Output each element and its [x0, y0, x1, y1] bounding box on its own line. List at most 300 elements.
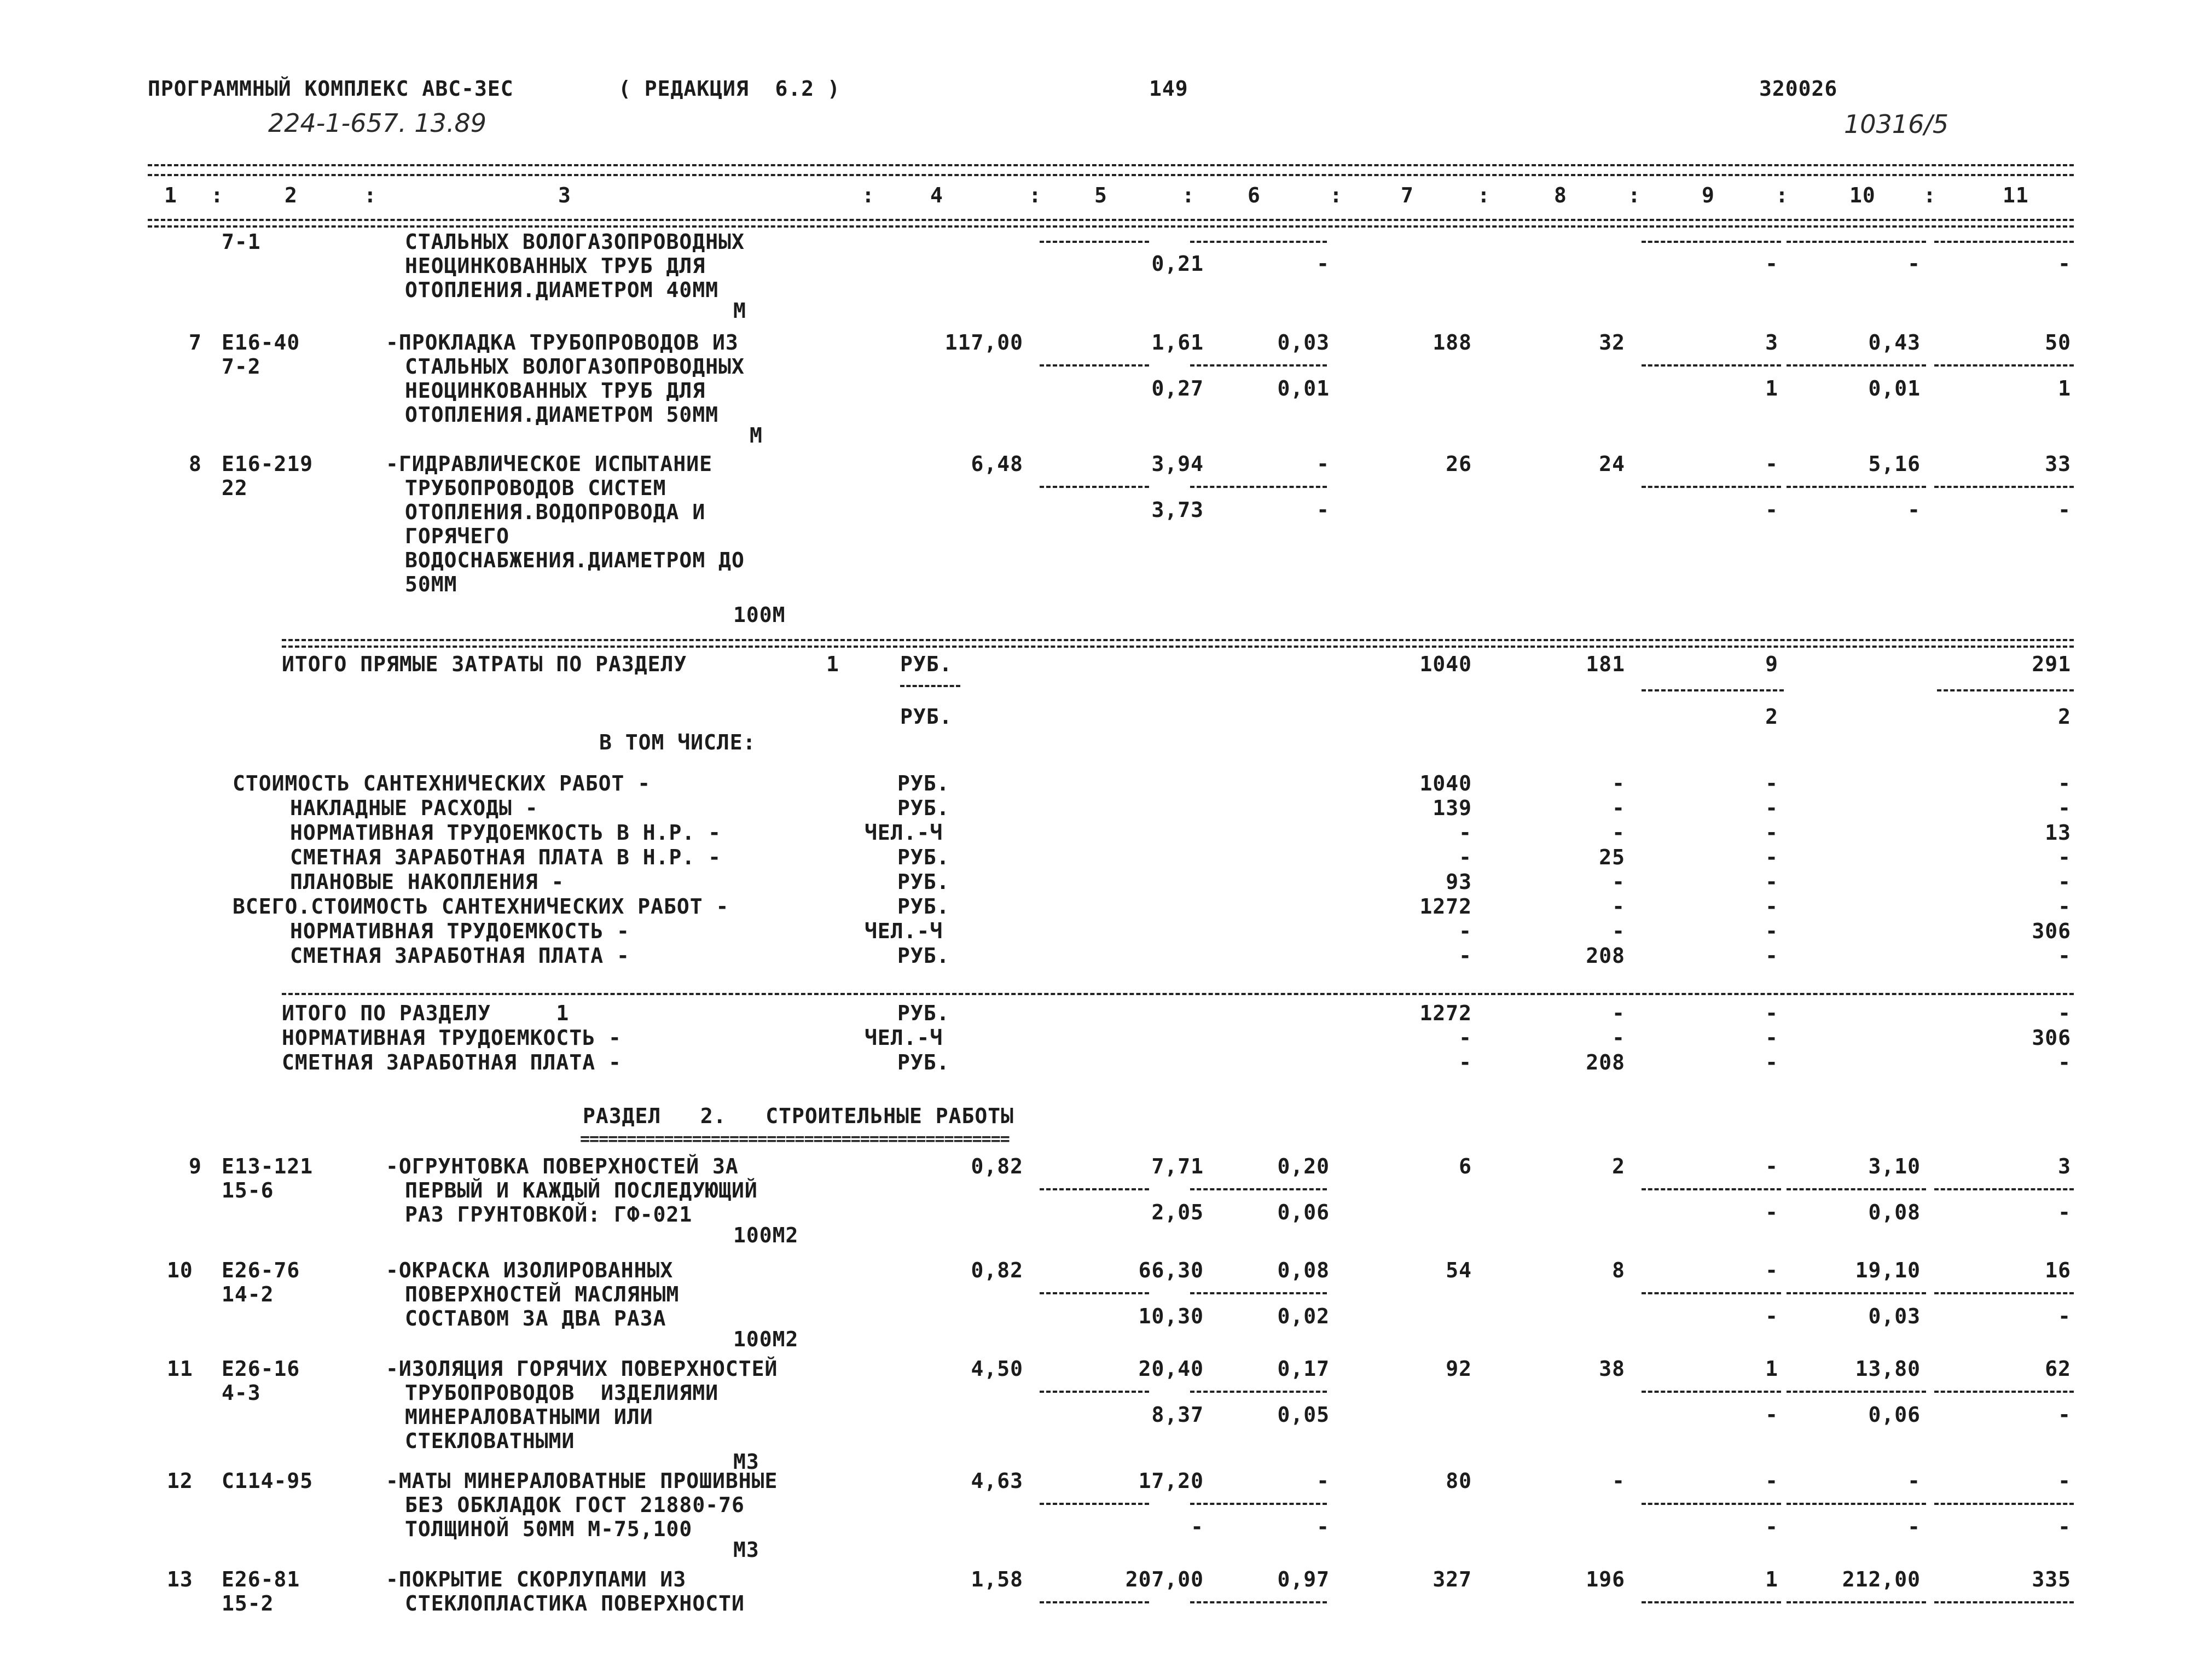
work-code: Е16-40 [222, 330, 300, 354]
column-header-5: 5 [1094, 183, 1107, 207]
row-sub-c5: 3,73 [1151, 498, 1204, 522]
description-line: НЕОЦИНКОВАННЫХ ТРУБ ДЛЯ [405, 379, 706, 403]
totals-col11-rule [1937, 689, 2074, 691]
row-sub-c11: - [2058, 1200, 2071, 1224]
fraction-rule-col11 [1934, 364, 2074, 367]
work-code-sub: 7-1 [222, 230, 261, 254]
fraction-rule-col6 [1190, 1503, 1327, 1505]
description-line: -ИЗОЛЯЦИЯ ГОРЯЧИХ ПОВЕРХНОСТЕЙ [386, 1357, 778, 1381]
row-sub-c6: 0,02 [1277, 1304, 1330, 1328]
row-c9: 1 [1765, 1357, 1778, 1381]
row-c8: 8 [1612, 1258, 1625, 1282]
work-code: Е26-76 [222, 1258, 300, 1282]
breakdown-col7: - [1459, 919, 1472, 943]
row-sub-c5: 0,21 [1151, 252, 1204, 276]
breakdown-label: НОРМАТИВНАЯ ТРУДОЕМКОСТЬ В Н.Р. - [290, 821, 721, 845]
program-name: ПРОГРАММНЫЙ КОМПЛЕКС АВС-3ЕС [148, 77, 514, 101]
row-sub-c5: 8,37 [1151, 1403, 1204, 1427]
unit-of-measure: М3 [733, 1450, 759, 1474]
unit-of-measure: М3 [733, 1538, 759, 1562]
fraction-rule-col9 [1642, 364, 1781, 367]
description-line: -МАТЫ МИНЕРАЛОВАТНЫЕ ПРОШИВНЫЕ [386, 1469, 778, 1493]
totals-col11-sub: 2 [2058, 705, 2071, 729]
row-sub-c11: - [2058, 1403, 2071, 1427]
row-c8: 196 [1586, 1567, 1625, 1591]
column-separator: : [1923, 183, 1936, 207]
row-sub-c9: - [1765, 1515, 1778, 1539]
fraction-rule-col5 [1040, 1601, 1149, 1603]
row-c5: 1,61 [1151, 330, 1204, 354]
unit-of-measure: 100М2 [733, 1327, 799, 1351]
section-total-col9: - [1765, 1050, 1778, 1074]
work-code: Е26-16 [222, 1357, 300, 1381]
totals-rule-2 [282, 646, 2074, 648]
row-sub-c11: - [2058, 252, 2071, 276]
work-code-sub: 15-2 [222, 1591, 274, 1615]
row-c9: - [1765, 1258, 1778, 1282]
fraction-rule-col9 [1642, 1188, 1781, 1190]
description-line: -ОКРАСКА ИЗОЛИРОВАННЫХ [386, 1258, 674, 1282]
row-c9: 1 [1765, 1567, 1778, 1591]
row-c10: 212,00 [1842, 1567, 1921, 1591]
totals-unit-fraction-rule [900, 685, 960, 687]
breakdown-col11: - [2058, 894, 2071, 919]
row-qty: 117,00 [944, 330, 1023, 354]
fraction-rule-col10 [1787, 364, 1926, 367]
description-line: ОТОПЛЕНИЯ.ВОДОПРОВОДА И [405, 500, 706, 524]
header-bottom-rule [148, 219, 2074, 221]
row-qty: 0,82 [971, 1258, 1023, 1282]
breakdown-col9: - [1765, 944, 1778, 968]
description-line: СТЕКЛОВАТНЫМИ [405, 1429, 575, 1453]
row-c10: 0,43 [1868, 330, 1921, 354]
column-header-1: 1 [164, 183, 177, 207]
column-separator: : [1477, 183, 1491, 207]
fraction-rule-col11 [1934, 1292, 2074, 1294]
row-sub-c6: - [1317, 498, 1330, 522]
row-c10: 5,16 [1868, 452, 1921, 476]
row-number: 12 [167, 1469, 193, 1493]
description-line: -ПРОКЛАДКА ТРУБОПРОВОДОВ ИЗ [386, 330, 739, 354]
totals-unit: РУБ. [900, 652, 953, 676]
row-c6: 0,97 [1277, 1567, 1330, 1591]
fraction-rule-col5 [1040, 1503, 1149, 1505]
fraction-rule-col11 [1934, 1601, 2074, 1603]
section-total-unit: РУБ. [897, 1001, 950, 1025]
table-top-rule [148, 164, 2074, 166]
row-c11: 335 [2032, 1567, 2071, 1591]
column-header-8: 8 [1554, 183, 1567, 207]
unit-of-measure: 100М2 [733, 1223, 799, 1247]
row-qty: 6,48 [971, 452, 1023, 476]
column-header-7: 7 [1401, 183, 1414, 207]
column-separator: : [1776, 183, 1789, 207]
row-c6: - [1317, 452, 1330, 476]
row-c11: 16 [2045, 1258, 2071, 1282]
row-c7: 327 [1433, 1567, 1472, 1591]
totals-title: ИТОГО ПРЯМЫЕ ЗАТРАТЫ ПО РАЗДЕЛУ [282, 652, 687, 676]
row-c5: 17,20 [1138, 1469, 1204, 1493]
row-c7: 26 [1446, 452, 1472, 476]
fraction-rule-col5 [1040, 1391, 1149, 1393]
row-c9: 3 [1765, 330, 1778, 354]
fraction-rule-col5 [1040, 1188, 1149, 1190]
work-code-sub: 4-3 [222, 1381, 261, 1405]
fraction-rule-col10 [1787, 1292, 1926, 1294]
fraction-rule-col5 [1040, 1292, 1149, 1294]
row-qty: 0,82 [971, 1154, 1023, 1178]
row-c5: 207,00 [1125, 1567, 1204, 1591]
row-sub-c10: 0,08 [1868, 1200, 1921, 1224]
section-total-unit: РУБ. [897, 1050, 950, 1074]
fraction-rule-col9 [1642, 1601, 1781, 1603]
row-sub-c9: - [1765, 252, 1778, 276]
column-header-11: 11 [2003, 183, 2029, 207]
row-number: 13 [167, 1567, 193, 1591]
fraction-rule-col11 [1934, 1391, 2074, 1393]
breakdown-col11: - [2058, 944, 2071, 968]
row-c9: - [1765, 1154, 1778, 1178]
section-total-col7: - [1459, 1026, 1472, 1050]
row-c11: - [2058, 1469, 2071, 1493]
breakdown-col9: - [1765, 894, 1778, 919]
fraction-rule-col6 [1190, 364, 1327, 367]
breakdown-col9: - [1765, 870, 1778, 894]
description-line: ТРУБОПРОВОДОВ СИСТЕМ [405, 476, 666, 500]
breakdown-label: НОРМАТИВНАЯ ТРУДОЕМКОСТЬ - [290, 919, 630, 943]
column-separator: : [1182, 183, 1195, 207]
work-code-sub: 15-6 [222, 1178, 274, 1202]
breakdown-col9: - [1765, 821, 1778, 845]
totals-col9-rule [1642, 689, 1784, 691]
unit-of-measure: М [750, 423, 763, 447]
description-line: НЕОЦИНКОВАННЫХ ТРУБ ДЛЯ [405, 254, 706, 278]
row-number: 8 [189, 452, 202, 476]
section-total-rule [282, 993, 2074, 995]
totals-col7: 1040 [1419, 652, 1472, 676]
section-total-col9: - [1765, 1001, 1778, 1025]
fraction-rule-col9 [1642, 241, 1781, 243]
row-sub-c10: 0,03 [1868, 1304, 1921, 1328]
fraction-rule-col10 [1787, 1391, 1926, 1393]
fraction-rule-col10 [1787, 241, 1926, 243]
description-line: -ГИДРАВЛИЧЕСКОЕ ИСПЫТАНИЕ [386, 452, 712, 476]
column-header-2: 2 [285, 183, 298, 207]
breakdown-col9: - [1765, 845, 1778, 869]
row-sub-c9: 1 [1765, 376, 1778, 400]
row-c8: 24 [1599, 452, 1625, 476]
breakdown-col7: - [1459, 821, 1472, 845]
row-qty: 4,63 [971, 1469, 1023, 1493]
breakdown-col8: - [1612, 821, 1625, 845]
section-total-col11: - [2058, 1050, 2071, 1074]
breakdown-label: СТОИМОСТЬ САНТЕХНИЧЕСКИХ РАБОТ - [233, 771, 651, 795]
fraction-rule-col10 [1787, 1601, 1926, 1603]
breakdown-col7: - [1459, 845, 1472, 869]
description-line: ОТОПЛЕНИЯ.ДИАМЕТРОМ 50ММ [405, 403, 719, 427]
breakdown-col8: 208 [1586, 944, 1625, 968]
section-total-label: ИТОГО ПО РАЗДЕЛУ 1 [282, 1001, 570, 1025]
row-c6: 0,03 [1277, 330, 1330, 354]
column-separator: : [364, 183, 377, 207]
section-total-col11: 306 [2032, 1026, 2071, 1050]
breakdown-col11: - [2058, 771, 2071, 795]
column-header-4: 4 [930, 183, 943, 207]
page-number: 149 [1149, 77, 1188, 101]
edition-label: ( РЕДАКЦИЯ 6.2 ) [618, 77, 840, 101]
breakdown-col8: - [1612, 796, 1625, 820]
description-line: ПЕРВЫЙ И КАЖДЫЙ ПОСЛЕДУЮЩИЙ [405, 1178, 758, 1202]
fraction-rule-col11 [1934, 241, 2074, 243]
row-c5: 66,30 [1138, 1258, 1204, 1282]
breakdown-col11: - [2058, 796, 2071, 820]
row-sub-c10: - [1907, 1515, 1921, 1539]
row-c11: 62 [2045, 1357, 2071, 1381]
work-code: С114-95 [222, 1469, 314, 1493]
fraction-rule-col6 [1190, 241, 1327, 243]
fraction-rule-col10 [1787, 1188, 1926, 1190]
work-code-sub: 22 [222, 476, 248, 500]
breakdown-label: ПЛАНОВЫЕ НАКОПЛЕНИЯ - [290, 870, 565, 894]
row-c10: - [1907, 1469, 1921, 1493]
description-line: РАЗ ГРУНТОВКОЙ: ГФ-021 [405, 1202, 693, 1226]
row-c5: 20,40 [1138, 1357, 1204, 1381]
row-c6: 0,17 [1277, 1357, 1330, 1381]
row-c7: 54 [1446, 1258, 1472, 1282]
totals-rule [282, 639, 2074, 641]
fraction-rule-col9 [1642, 1391, 1781, 1393]
work-code-sub: 7-2 [222, 354, 261, 379]
row-sub-c5: - [1191, 1515, 1204, 1539]
breakdown-unit: РУБ. [897, 870, 950, 894]
breakdown-col8: - [1612, 870, 1625, 894]
row-sub-c10: - [1907, 252, 1921, 276]
section-2-title: РАЗДЕЛ 2. СТРОИТЕЛЬНЫЕ РАБОТЫ [583, 1104, 1014, 1128]
section-total-label: НОРМАТИВНАЯ ТРУДОЕМКОСТЬ - [282, 1026, 622, 1050]
row-sub-c6: - [1317, 1515, 1330, 1539]
section-total-label: СМЕТНАЯ ЗАРАБОТНАЯ ПЛАТА - [282, 1050, 622, 1074]
row-c10: 19,10 [1855, 1258, 1921, 1282]
column-separator: : [1330, 183, 1343, 207]
row-c11: 3 [2058, 1154, 2071, 1178]
work-code-sub: 14-2 [222, 1282, 274, 1306]
breakdown-col9: - [1765, 919, 1778, 943]
row-c6: 0,20 [1277, 1154, 1330, 1178]
fraction-rule-col6 [1190, 1391, 1327, 1393]
breakdown-label: СМЕТНАЯ ЗАРАБОТНАЯ ПЛАТА - [290, 944, 630, 968]
description-line: МИНЕРАЛОВАТНЫМИ ИЛИ [405, 1405, 653, 1429]
row-sub-c9: - [1765, 1304, 1778, 1328]
column-header-9: 9 [1702, 183, 1715, 207]
fraction-rule-col9 [1642, 1292, 1781, 1294]
column-header-10: 10 [1849, 183, 1876, 207]
row-sub-c10: - [1907, 498, 1921, 522]
breakdown-col9: - [1765, 771, 1778, 795]
description-line: ПОВЕРХНОСТЕЙ МАСЛЯНЫМ [405, 1282, 680, 1306]
breakdown-col7: 1040 [1419, 771, 1472, 795]
row-qty: 4,50 [971, 1357, 1023, 1381]
row-sub-c10: 0,06 [1868, 1403, 1921, 1427]
breakdown-col7: 93 [1446, 870, 1472, 894]
description-line: СТАЛЬНЫХ ВОЛОГАЗОПРОВОДНЫХ [405, 354, 745, 379]
work-code: Е26-81 [222, 1567, 300, 1591]
description-line: ТОЛЩИНОЙ 50ММ М-75,100 [405, 1517, 693, 1541]
breakdown-col11: - [2058, 845, 2071, 869]
breakdown-unit: ЧЕЛ.-Ч [865, 919, 943, 943]
row-c11: 33 [2045, 452, 2071, 476]
row-c9: - [1765, 1469, 1778, 1493]
description-line: ВОДОСНАБЖЕНИЯ.ДИАМЕТРОМ ДО [405, 548, 745, 572]
row-c11: 50 [2045, 330, 2071, 354]
description-line: БЕЗ ОБКЛАДОК ГОСТ 21880-76 [405, 1493, 745, 1517]
row-c7: 80 [1446, 1469, 1472, 1493]
column-separator: : [1628, 183, 1641, 207]
totals-col11: 291 [2032, 652, 2071, 676]
fraction-rule-col10 [1787, 1503, 1926, 1505]
breakdown-label: НАКЛАДНЫЕ РАСХОДЫ - [290, 796, 538, 820]
totals-col9: 9 [1765, 652, 1778, 676]
description-line: ГОРЯЧЕГО [405, 524, 510, 548]
fraction-rule-col9 [1642, 1503, 1781, 1505]
row-c10: 13,80 [1855, 1357, 1921, 1381]
description-line: СОСТАВОМ ЗА ДВА РАЗА [405, 1306, 666, 1330]
work-code: Е13-121 [222, 1154, 314, 1178]
fraction-rule-col6 [1190, 1601, 1327, 1603]
breakdown-unit: РУБ. [897, 796, 950, 820]
row-sub-c9: - [1765, 1403, 1778, 1427]
breakdown-col7: 139 [1433, 796, 1472, 820]
breakdown-col7: - [1459, 944, 1472, 968]
description-line: ОТОПЛЕНИЯ.ДИАМЕТРОМ 40ММ [405, 278, 719, 302]
row-number: 7 [189, 330, 202, 354]
description-line: -ПОКРЫТИЕ СКОРЛУПАМИ ИЗ [386, 1567, 687, 1591]
row-c7: 188 [1433, 330, 1472, 354]
description-line: СТАЛЬНЫХ ВОЛОГАЗОПРОВОДНЫХ [405, 230, 745, 254]
section-total-col7: 1272 [1419, 1001, 1472, 1025]
row-c6: 0,08 [1277, 1258, 1330, 1282]
row-sub-c9: - [1765, 498, 1778, 522]
row-number: 11 [167, 1357, 193, 1381]
handwritten-project-number: 224-1-657. 13.89 [268, 108, 486, 138]
row-sub-c11: - [2058, 1515, 2071, 1539]
row-sub-c11: - [2058, 1304, 2071, 1328]
header-bottom-rule-2 [148, 225, 2074, 228]
row-sub-c6: 0,05 [1277, 1403, 1330, 1427]
totals-col9-sub: 2 [1765, 705, 1778, 729]
row-sub-c11: - [2058, 498, 2071, 522]
row-c5: 7,71 [1151, 1154, 1204, 1178]
breakdown-unit: РУБ. [897, 944, 950, 968]
breakdown-unit: ЧЕЛ.-Ч [865, 821, 943, 845]
breakdown-col11: - [2058, 870, 2071, 894]
section-total-unit: ЧЕЛ.-Ч [865, 1026, 943, 1050]
row-c9: - [1765, 452, 1778, 476]
row-c6: - [1317, 1469, 1330, 1493]
work-code: Е16-219 [222, 452, 314, 476]
section-total-col7: - [1459, 1050, 1472, 1074]
fraction-rule-col5 [1040, 241, 1149, 243]
row-c10: 3,10 [1868, 1154, 1921, 1178]
fraction-rule-col11 [1934, 1503, 2074, 1505]
row-sub-c10: 0,01 [1868, 376, 1921, 400]
row-c5: 3,94 [1151, 452, 1204, 476]
breakdown-unit: РУБ. [897, 894, 950, 919]
section-total-col8: - [1612, 1001, 1625, 1025]
row-c8: 2 [1612, 1154, 1625, 1178]
column-separator: : [862, 183, 875, 207]
row-number: 10 [167, 1258, 193, 1282]
row-c7: 92 [1446, 1357, 1472, 1381]
column-header-6: 6 [1248, 183, 1261, 207]
row-sub-c9: - [1765, 1200, 1778, 1224]
row-sub-c5: 0,27 [1151, 376, 1204, 400]
section-total-col8: 208 [1586, 1050, 1625, 1074]
section-total-col8: - [1612, 1026, 1625, 1050]
breakdown-unit: РУБ. [897, 845, 950, 869]
totals-col8: 181 [1586, 652, 1625, 676]
breakdown-col11: 306 [2032, 919, 2071, 943]
row-c8: - [1612, 1469, 1625, 1493]
row-c7: 6 [1459, 1154, 1472, 1178]
row-qty: 1,58 [971, 1567, 1023, 1591]
column-header-3: 3 [558, 183, 571, 207]
breakdown-col8: - [1612, 771, 1625, 795]
unit-of-measure: М [733, 299, 746, 323]
fraction-rule-col11 [1934, 486, 2074, 488]
unit-of-measure: 100М [733, 603, 786, 627]
table-top-rule-2 [148, 174, 2074, 176]
section-2-underline: ============================================== [580, 1130, 1010, 1149]
section-total-col11: - [2058, 1001, 2071, 1025]
description-line: СТЕКЛОПЛАСТИКА ПОВЕРХНОСТИ [405, 1591, 745, 1615]
breakdown-unit: РУБ. [897, 771, 950, 795]
breakdown-col8: 25 [1599, 845, 1625, 869]
description-line: ТРУБОПРОВОДОВ ИЗДЕЛИЯМИ [405, 1381, 719, 1405]
row-sub-c5: 2,05 [1151, 1200, 1204, 1224]
column-separator: : [1029, 183, 1042, 207]
row-c8: 32 [1599, 330, 1625, 354]
row-sub-c6: - [1317, 252, 1330, 276]
fraction-rule-col9 [1642, 486, 1781, 488]
fraction-rule-col6 [1190, 1292, 1327, 1294]
fraction-rule-col5 [1040, 486, 1149, 488]
breakdown-label: ВСЕГО.СТОИМОСТЬ САНТЕХНИЧЕСКИХ РАБОТ - [233, 894, 729, 919]
handwritten-sheet-number: 10316/5 [1844, 109, 1949, 139]
totals-unit-2: РУБ. [900, 705, 953, 729]
breakdown-label: СМЕТНАЯ ЗАРАБОТНАЯ ПЛАТА В Н.Р. - [290, 845, 721, 869]
document-code: 320026 [1759, 77, 1838, 101]
breakdown-col8: - [1612, 894, 1625, 919]
fraction-rule-col6 [1190, 1188, 1327, 1190]
row-sub-c5: 10,30 [1138, 1304, 1204, 1328]
section-total-col9: - [1765, 1026, 1778, 1050]
totals-section-number: 1 [826, 652, 839, 676]
breakdown-col11: 13 [2045, 821, 2071, 845]
description-line: 50ММ [405, 572, 457, 596]
column-separator: : [211, 183, 224, 207]
fraction-rule-col11 [1934, 1188, 2074, 1190]
row-number: 9 [189, 1154, 202, 1178]
breakdown-col7: 1272 [1419, 894, 1472, 919]
breakdown-col8: - [1612, 919, 1625, 943]
row-sub-c11: 1 [2058, 376, 2071, 400]
row-c8: 38 [1599, 1357, 1625, 1381]
fraction-rule-col5 [1040, 364, 1149, 367]
breakdown-col9: - [1765, 796, 1778, 820]
description-line: -ОГРУНТОВКА ПОВЕРХНОСТЕЙ ЗА [386, 1154, 739, 1178]
including-label: В ТОМ ЧИСЛЕ: [599, 730, 756, 754]
row-sub-c6: 0,01 [1277, 376, 1330, 400]
